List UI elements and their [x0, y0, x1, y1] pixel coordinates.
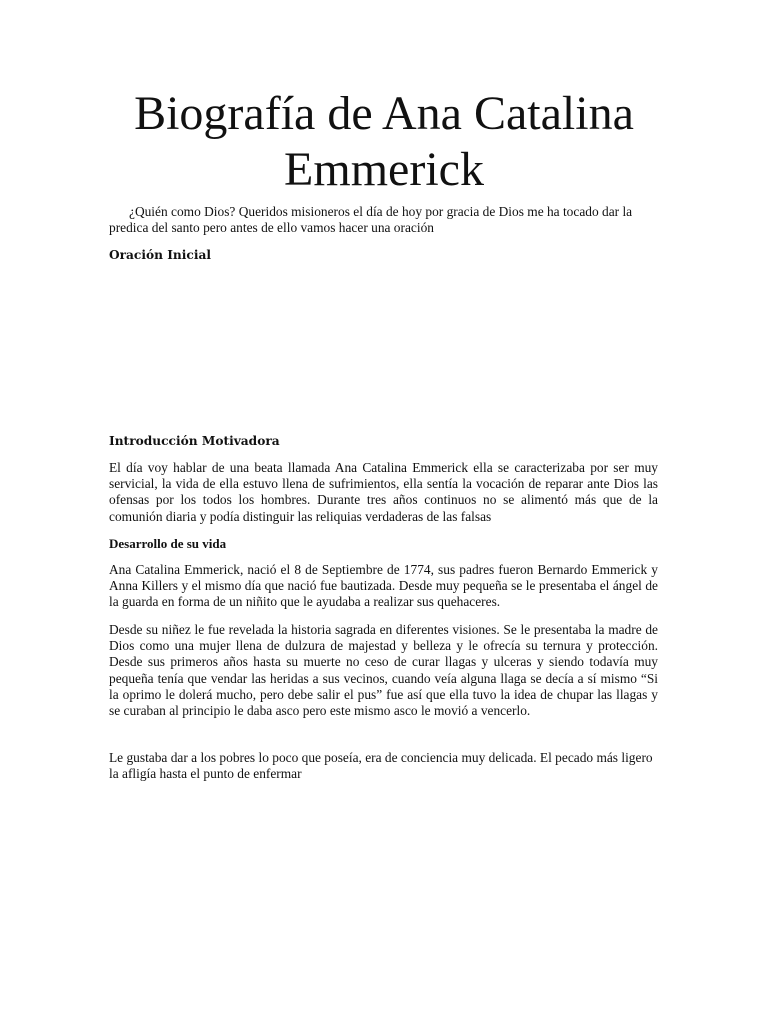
- intro-paragraph: ¿Quién como Dios? Queridos misioneros el día de hoy por gracia de Dios me ha tocado dar la predica del santo pero antes de ello vamos hacer una oración: [109, 204, 633, 236]
- desarrollo-paragraph-3: Le gustaba dar a los pobres lo poco que poseía, era de conciencia muy delicada. El pecado más ligero la afligía hasta el punto de enfermar: [109, 750, 653, 782]
- introduccion-paragraph: El día voy hablar de una beata llamada Ana Catalina Emmerick ella se caracterizaba por ser muy servicial, la vida de ella estuvo llena de sufrimientos, ella sentía la vocación de reparar ante Dios las ofensas por los todos los hombres. Durante tres años continuos no se alimentó más que de la comunión diaria y podía distinguir las reliquias verdaderas de las falsas: [109, 460, 658, 524]
- document-title: Biografía de Ana Catalina Emmerick: [134, 87, 634, 196]
- heading-introduccion-motivadora: Introducción Motivadora: [109, 434, 280, 448]
- heading-oracion-inicial: Oración Inicial: [109, 248, 211, 262]
- heading-desarrollo-vida: Desarrollo de su vida: [109, 536, 227, 551]
- desarrollo-paragraph-1: Ana Catalina Emmerick, nació el 8 de Septiembre de 1774, sus padres fueron Bernardo Emmerick y Anna Killers y el mismo día que nació fue bautizada. Desde muy pequeña se le presentaba el ángel de la guarda en forma de un niñito que le ayudaba a realizar sus quehaceres.: [109, 562, 658, 610]
- desarrollo-paragraph-2: Desde su niñez le fue revelada la historia sagrada en diferentes visiones. Se le presentaba la madre de Dios como una mujer llena de dulzura de majestad y belleza y le ofrecía su ternura y protección. Desde sus primeros años hasta su muerte no ceso de curar llagas y ulceras y siendo todavía muy pequeña tenía que vendar las heridas a sus vecinos, cuando veía alguna llaga se decía a sí mismo “Si la oprimo le dolerá mucho, pero debe salir el pus” fue así que ella tuvo la idea de chupar las llagas y se curaban al principio le daba asco pero este mismo asco le movió a vencerlo.: [109, 622, 658, 719]
